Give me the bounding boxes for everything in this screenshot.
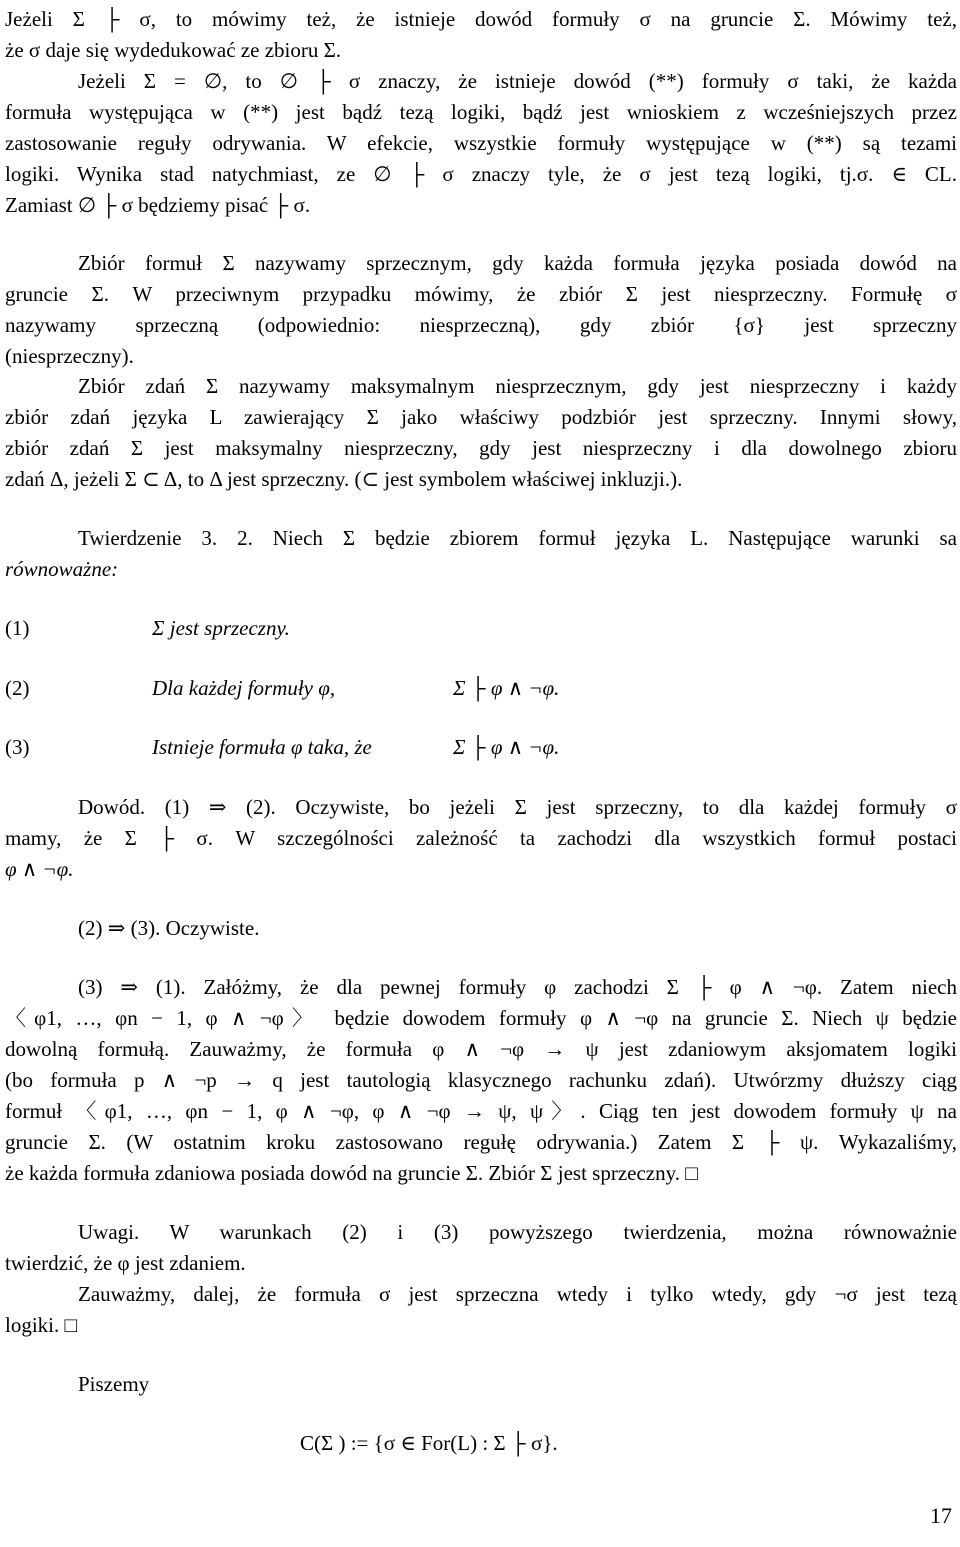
text-line: Jeżeli Σ = ∅, to ∅ ├ σ znaczy, że istnieje dowód (**) formuły σ taki, że każda xyxy=(78,69,957,93)
text-line: formuł 〈φ1, …, φn − 1, φ ∧ ¬φ, φ ∧ ¬φ → ψ, ψ〉. Ciąg ten jest dowodem formuły ψ na xyxy=(5,1099,957,1123)
theorem-heading: Twierdzenie 3. 2. Niech Σ będzie zbiorem formuł języka L. Następujące warunki sa xyxy=(78,526,957,550)
consequence-formula: C(Σ ) := {σ ∈ For(L) : Σ ├ σ}. xyxy=(300,1431,558,1455)
text-line: (3) ⇒ (1). Załóżmy, że dla pewnej formuły φ zachodzi Σ ├ φ ∧ ¬φ. Zatem niech xyxy=(78,975,957,999)
text-line: zastosowanie reguły odrywania. W efekcie, wszystkie formuły występujące w (**) są tezami xyxy=(5,131,957,155)
text-line: (niesprzeczny). xyxy=(5,344,134,368)
text-line: logiki. Wynika stad natychmiast, ze ∅ ├ σ znaczy tyle, że σ jest tezą logiki, tj.σ. ∈ CL. xyxy=(5,162,957,186)
list-item xyxy=(0,613,960,644)
text-line: mamy, że Σ ├ σ. W szczególności zależność ta zachodzi dla wszystkich formuł postaci xyxy=(5,826,957,850)
text-line: Piszemy xyxy=(78,1372,150,1396)
text-line: że każda formuła zdaniowa posiada dowód na gruncie Σ. Zbiór Σ jest sprzeczny. □ xyxy=(5,1161,698,1185)
text-line: 〈φ1, …, φn − 1, φ ∧ ¬φ〉 będzie dowodem formuły φ ∧ ¬φ na gruncie Σ. Niech ψ będzie xyxy=(5,1006,957,1030)
proof-line: Dowód. (1) ⇒ (2). Oczywiste, bo jeżeli Σ jest sprzeczny, to dla każdej formuły σ xyxy=(78,795,957,819)
text-line: twierdzić, że φ jest zdaniem. xyxy=(5,1251,246,1275)
text-line: zbiór zdań Σ jest maksymalny niesprzeczny, gdy jest niesprzeczny i dla dowolnego zbioru xyxy=(5,436,957,460)
text-line: φ ∧ ¬φ. xyxy=(5,857,74,881)
text-line: (2) ⇒ (3). Oczywiste. xyxy=(78,916,260,940)
text-line: Zbiór formuł Σ nazywamy sprzecznym, gdy każda formuła języka posiada dowód na xyxy=(78,251,957,275)
text-line: Jeżeli Σ ├ σ, to mówimy też, że istnieje dowód formuły σ na gruncie Σ. Mówimy też, xyxy=(5,7,957,31)
text-line: Zbiór zdań Σ nazywamy maksymalnym niesprzecznym, gdy jest niesprzeczny i każdy xyxy=(78,374,957,398)
item-text: Σ jest sprzeczny. xyxy=(152,616,290,640)
text-line: Zauważmy, dalej, że formuła σ jest sprzeczna wtedy i tylko wtedy, gdy ¬σ jest tezą xyxy=(78,1282,957,1306)
text-line: Zamiast ∅ ├ σ będziemy pisać ├ σ. xyxy=(5,193,311,217)
item-number: (2) xyxy=(5,676,30,700)
text-line: formuła występująca w (**) jest bądź tezą logiki, bądź jest wnioskiem z wcześniejszych przez xyxy=(5,100,957,124)
item-number: (3) xyxy=(5,735,30,759)
item-formula: Σ ├ φ ∧ ¬φ. xyxy=(453,735,560,759)
text-line: logiki. □ xyxy=(5,1313,78,1337)
item-text: Dla każdej formuły φ, xyxy=(152,676,336,700)
item-number: (1) xyxy=(5,616,30,640)
text-line: gruncie Σ. (W ostatnim kroku zastosowano regułę odrywania.) Zatem Σ ├ ψ. Wykazaliśmy, xyxy=(5,1130,957,1154)
list-item xyxy=(0,673,960,704)
page-number: 17 xyxy=(930,1503,952,1528)
text-line: zbiór zdań języka L zawierający Σ jako właściwy podzbiór jest sprzeczny. Innymi słowy, xyxy=(5,405,957,429)
text-line: nazywamy sprzeczną (odpowiednio: niesprzeczną), gdy zbiór {σ} jest sprzeczny xyxy=(5,313,957,337)
remarks-line: Uwagi. W warunkach (2) i (3) powyższego twierdzenia, można równoważnie xyxy=(78,1220,957,1244)
text-line: (bo formuła p ∧ ¬p → q jest tautologią klasycznego rachunku zdań). Utwórzmy dłuższy ciąg xyxy=(5,1068,957,1092)
item-text: Istnieje formuła φ taka, że xyxy=(152,735,372,759)
text-line: gruncie Σ. W przeciwnym przypadku mówimy, że zbiór Σ jest niesprzeczny. Formułę σ xyxy=(5,282,957,306)
text-line: równoważne: xyxy=(5,557,119,581)
text-line: zdań Δ, jeżeli Σ ⊂ Δ, to Δ jest sprzeczny. (⊂ jest symbolem właściwej inkluzji.). xyxy=(5,467,683,491)
item-formula: Σ ├ φ ∧ ¬φ. xyxy=(453,676,560,700)
list-item xyxy=(0,732,960,763)
text-line: że σ daje się wydedukować ze zbioru Σ. xyxy=(5,38,342,62)
text-line: dowolną formułą. Zauważmy, że formuła φ ∧ ¬φ → ψ jest zdaniowym aksjomatem logiki xyxy=(5,1037,957,1061)
